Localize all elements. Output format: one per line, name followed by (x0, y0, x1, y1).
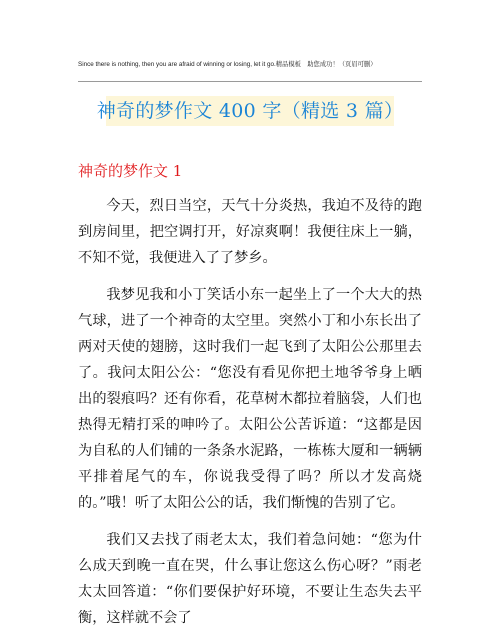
section-heading: 神奇的梦作文 1 (78, 162, 183, 180)
paragraph: 我们又去找了雨老太太，我们着急问她：“您为什么成天到晚一直在哭，什么事让您这么伤心呀？”雨老太太回答道：“你们要保护好环境，不要让生态失去平衡，这样就不会了 (78, 532, 422, 626)
header-divider (78, 81, 422, 82)
paragraph: 今天，烈日当空，天气十分炎热，我迫不及待的跑到房间里，把空调打开，好凉爽啊！我便往床上一躺，不知不觉，我便进入了了梦乡。 (78, 198, 422, 266)
document-title: 神奇的梦作文 400 字（精选 3 篇） (96, 100, 404, 122)
page-header: Since there is nothing, then you are afraid of winning or losing, let it go.精品模板 助您成功！（页眉可删） (78, 61, 377, 68)
paragraph: 我梦见我和小丁笑话小东一起坐上了一个大大的热气球，进了一个神奇的太空里。突然小丁和小东长出了两对天使的翅膀，这时我们一起飞到了太阳公公那里去了。我问太阳公公：“您没有看见你把土地爷爷身上晒出的裂痕吗？还有你看，花草树木都拉着脑袋，人们也热得无精打采的呻吟了。太阳公公苦诉道：“这都是因为自私的人们铺的一条条水泥路，一栋栋大厦和一辆辆平排着尾气的车，你说我受得了吗？所以才发高烧的。”哦！听了太阳公公的话，我们惭愧的告别了它。 (78, 287, 422, 511)
article-body (78, 193, 422, 642)
